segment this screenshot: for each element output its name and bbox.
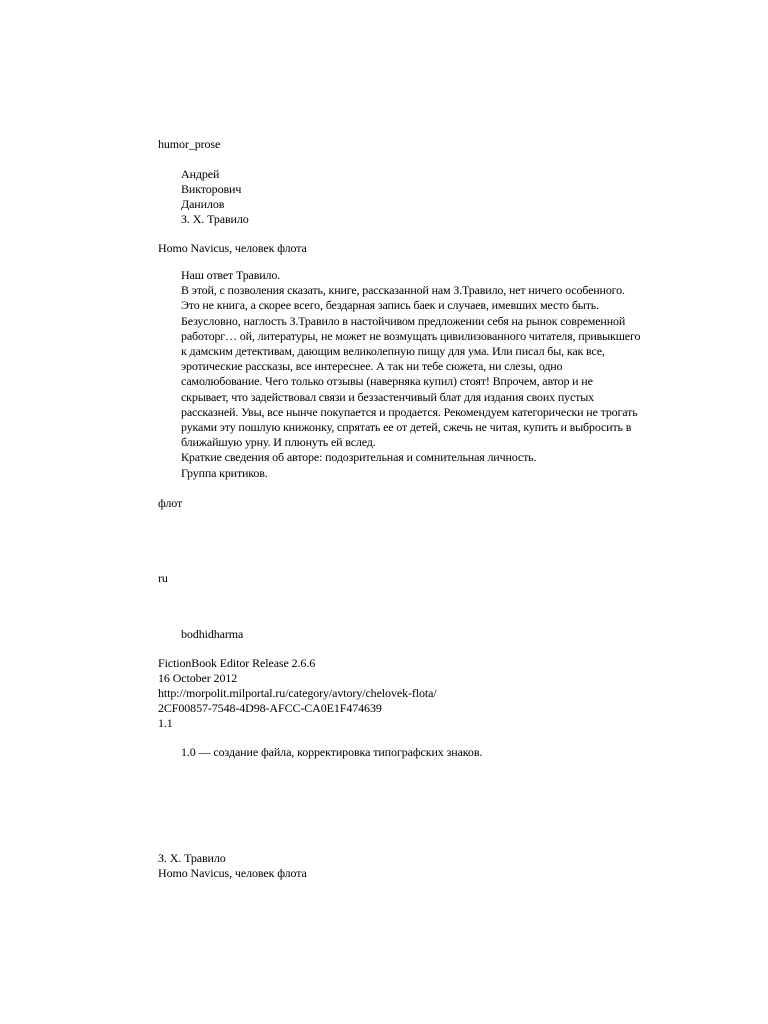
program-used: FictionBook Editor Release 2.6.6: [158, 656, 316, 670]
keywords: флот: [158, 496, 183, 510]
author-pseudonym: З. Х. Травило: [181, 212, 249, 226]
annotation-line: руками эту пошлую книжонку, спрятать ее от детей, сжечь не читая, купить и выбросить в: [181, 420, 632, 435]
annotation-line: Это не книга, а скорее всего, бездарная запись баек и случаев, имевших место быть.: [181, 298, 599, 313]
annotation-line: Группа критиков.: [181, 465, 268, 480]
language: ru: [158, 571, 168, 585]
history-entry: 1.0 — создание файла, корректировка типографских знаков.: [181, 745, 483, 759]
annotation-line: Краткие сведения об авторе: подозрительная и сомнительная личность.: [181, 450, 537, 465]
footer-title: Homo Navicus, человек флота: [158, 866, 307, 880]
author-middle-name: Викторович: [181, 182, 242, 196]
author-first-name: Андрей: [181, 167, 220, 181]
document-id: 2CF00857-7548-4D98-AFCC-CA0E1F474639: [158, 701, 382, 715]
annotation-line: Безусловно, наглость З.Травило в настойчивом предложении себя на рынок современной: [181, 313, 626, 328]
annotation-line: самолюбование. Чего только отзывы (наверняка купил) стоят! Впрочем, автор и не: [181, 374, 593, 389]
book-title: Homo Navicus, человек флота: [158, 241, 307, 255]
annotation-line: работорг… ой, литературы, не может не возмущать цивилизованного читателя, привыкшего: [181, 328, 641, 343]
genre: humor_prose: [158, 137, 221, 151]
annotation-line: рассказней. Увы, все нынче покупается и продается. Рекомендуем категорически не трогать: [181, 404, 638, 419]
annotation-line: В этой, с позволения сказать, книге, рассказанной нам З.Травило, нет ничего особенного.: [181, 283, 625, 298]
author-last-name: Данилов: [181, 197, 225, 211]
document-author: bodhidharma: [181, 627, 244, 641]
annotation-line: к дамским детективам, дающим великолепную пищу для ума. Или писал бы, как все,: [181, 344, 605, 359]
source-url: http://morpolit.milportal.ru/category/avtory/chelovek-flota/: [158, 686, 437, 700]
annotation-line: скрывает, что задействовал связи и беззастенчивый блат для издания своих пустых: [181, 389, 595, 404]
annotation-line: эротические рассказы, все интереснее. А так ни тебе сюжета, ни слезы, одно: [181, 359, 563, 374]
annotation-line: Наш ответ Травило.: [181, 268, 281, 282]
document-version: 1.1: [158, 716, 173, 730]
annotation-line: ближайшую урну. И плюнуть ей вслед.: [181, 435, 376, 450]
annotation: [181, 268, 640, 481]
footer-author: З. Х. Травило: [158, 851, 226, 865]
document-date: 16 October 2012: [158, 671, 238, 685]
